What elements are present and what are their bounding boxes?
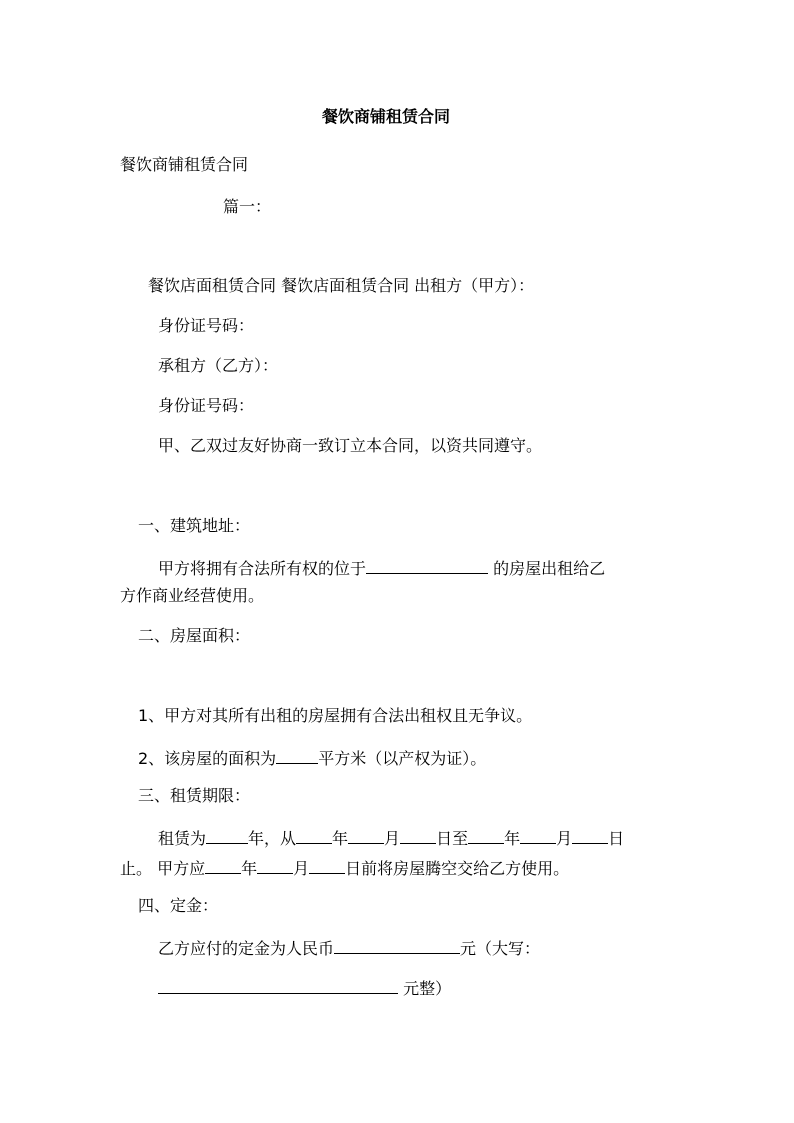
part-label: 篇一： xyxy=(223,197,272,216)
section-4-para-1 xyxy=(158,936,540,959)
handover-year-blank xyxy=(205,856,241,874)
address-blank xyxy=(366,556,488,574)
section-2-heading: 二、房屋面积： xyxy=(138,626,251,645)
text-segment: 日 xyxy=(608,829,625,848)
section-3-heading: 三、租赁期限： xyxy=(138,786,251,805)
text-segment: 元（大写： xyxy=(460,939,541,958)
section-4-para-2 xyxy=(158,976,451,999)
agreement-line: 甲、乙双过友好协商一致订立本合同，以资共同遵守。 xyxy=(158,436,543,455)
text-segment: 日前将房屋腾空交给乙方使用。 xyxy=(345,859,570,878)
section-2-item-2 xyxy=(138,746,486,769)
lease-years-blank xyxy=(206,826,248,844)
text-segment: 2、该房屋的面积为 xyxy=(138,749,277,768)
text-segment: 年 xyxy=(504,829,521,848)
start-month-blank xyxy=(348,826,384,844)
deposit-amount-blank xyxy=(334,936,460,954)
section-1-para-2: 方作商业经营使用。 xyxy=(120,586,265,605)
section-1-heading: 一、建筑地址： xyxy=(138,516,251,535)
document-title: 餐饮商铺租赁合同 xyxy=(322,107,451,126)
text-segment: 的房屋出租给乙 xyxy=(488,559,606,578)
text-segment: 年，从 xyxy=(248,829,297,848)
text-segment: 月 xyxy=(384,829,401,848)
text-segment: 日至 xyxy=(436,829,469,848)
text-segment: 乙方应付的定金为人民币 xyxy=(158,939,335,958)
lessee-line: 承租方（乙方）： xyxy=(158,356,279,375)
text-segment: 月 xyxy=(293,859,310,878)
lessor-id-line: 身份证号码： xyxy=(158,316,255,335)
start-year-blank xyxy=(296,826,332,844)
text-segment: 月 xyxy=(556,829,573,848)
document-subtitle: 餐饮商铺租赁合同 xyxy=(120,155,249,174)
text-segment: 平方米（以产权为证）。 xyxy=(318,749,487,768)
section-2-item-1: 1、甲方对其所有出租的房屋拥有合法出租权且无争议。 xyxy=(138,706,533,725)
deposit-uppercase-blank xyxy=(158,976,398,994)
end-month-blank xyxy=(520,826,556,844)
start-day-blank xyxy=(400,826,436,844)
section-4-heading: 四、定金： xyxy=(138,896,219,915)
handover-month-blank xyxy=(257,856,293,874)
text-segment: 元整） xyxy=(398,979,452,998)
text-segment: 甲方将拥有合法所有权的位于 xyxy=(158,559,367,578)
text-segment: 年 xyxy=(332,829,349,848)
lessor-line: 餐饮店面租赁合同 餐饮店面租赁合同 出租方（甲方）： xyxy=(148,276,535,295)
text-segment: 年 xyxy=(241,859,258,878)
end-day-blank xyxy=(572,826,608,844)
handover-day-blank xyxy=(309,856,345,874)
section-3-para-1 xyxy=(158,826,624,849)
text-segment: 止。 甲方应 xyxy=(120,859,206,878)
section-3-para-2 xyxy=(120,856,569,879)
area-blank xyxy=(276,746,318,764)
section-1-para-1 xyxy=(158,556,605,579)
lessee-id-line: 身份证号码： xyxy=(158,396,255,415)
text-segment: 租赁为 xyxy=(158,829,207,848)
end-year-blank xyxy=(468,826,504,844)
